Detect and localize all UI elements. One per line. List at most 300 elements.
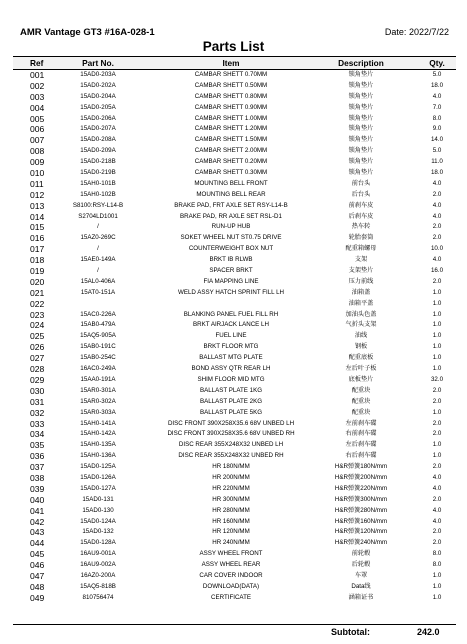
cell-description: 前轮毂 [351, 550, 371, 558]
cell-qty: 14.0 [430, 136, 444, 144]
cell-ref: 033 [30, 418, 45, 429]
table-row [13, 168, 456, 179]
cell-description: 钢板 [354, 343, 368, 351]
cell-ref: 040 [30, 494, 45, 505]
cell-qty: 1.0 [432, 365, 442, 373]
table-row [13, 462, 456, 473]
cell-item: MOUNTING BELL REAR [196, 190, 266, 198]
table-row [13, 517, 456, 528]
cell-description: H&R弹簧240N/mm [334, 539, 388, 547]
cell-part-no: S8100:RSY-L14-B [72, 201, 124, 209]
cell-item: DOWNLOAD(DATA) [202, 582, 260, 590]
column-header-part-no: Part No. [82, 58, 114, 68]
table-row [13, 310, 456, 321]
cell-part-no: 15AE0-149A [80, 256, 116, 264]
cell-description: 车罩 [354, 571, 368, 579]
table-row [13, 419, 456, 430]
cell-part-no: 15AA0-191A [80, 375, 116, 383]
cell-item: FIA MAPPING LINE [203, 277, 259, 285]
cell-qty: 4.0 [432, 212, 442, 220]
cell-ref: 008 [30, 146, 45, 157]
cell-qty: 1.0 [432, 571, 442, 579]
cell-ref: 014 [30, 211, 45, 222]
cell-description: 后轮毂 [351, 561, 371, 569]
cell-qty: 4.0 [432, 256, 442, 264]
cell-part-no: 15AR0-301A [80, 386, 116, 394]
cell-ref: 048 [30, 581, 45, 592]
cell-item: BALLAST MTG PLATE [199, 354, 263, 362]
table-row [13, 277, 456, 288]
cell-description: 锁角垫片 [348, 147, 374, 155]
page-title: Parts List [202, 39, 265, 54]
cell-qty: 2.0 [432, 539, 442, 547]
document-date [385, 27, 449, 37]
cell-ref: 047 [30, 570, 45, 581]
cell-part-no: 15AH0-136A [80, 452, 116, 460]
table-row [13, 233, 456, 244]
cell-ref: 024 [30, 320, 45, 331]
cell-description: 加油头色盖 [345, 310, 377, 318]
cell-ref: 039 [30, 483, 45, 494]
cell-item: COUNTERWEIGHT BOX NUT [188, 245, 274, 253]
cell-qty: 18.0 [430, 81, 444, 89]
cell-item: HR 300N/MM [212, 495, 250, 503]
cell-description: 轮胎套筒 [348, 234, 374, 242]
cell-part-no: 15AC0-226A [80, 310, 116, 318]
cell-qty: 18.0 [430, 169, 444, 177]
table-row [13, 103, 456, 114]
cell-item: HR 220N/MM [212, 484, 250, 492]
cell-part-no: 15AR0-302A [80, 397, 116, 405]
table-row [13, 440, 456, 451]
cell-description: Data线 [351, 582, 371, 590]
cell-description: 锁角垫片 [348, 125, 374, 133]
cell-qty: 1.0 [432, 288, 442, 296]
cell-ref: 022 [30, 298, 45, 309]
table-row [13, 124, 456, 135]
cell-part-no: 15AD0-207A [80, 125, 116, 133]
table-row [13, 179, 456, 190]
table-row [13, 201, 456, 212]
cell-item: ASSY WHEEL REAR [201, 561, 261, 569]
cell-description: 左后叶子板 [345, 365, 377, 373]
cell-item: SPACER BRKT [209, 267, 253, 275]
cell-ref: 016 [30, 233, 45, 244]
cell-ref: 042 [30, 516, 45, 527]
cell-description: 气折头支架 [345, 321, 377, 329]
cell-ref: 020 [30, 276, 45, 287]
cell-description: 热车转 [351, 223, 371, 231]
cell-ref: 017 [30, 244, 45, 255]
cell-qty: 11.0 [431, 158, 443, 166]
cell-part-no: 15AH0-141A [80, 419, 116, 427]
cell-description: 锁角垫片 [348, 81, 374, 89]
cell-qty: 2.0 [432, 277, 442, 285]
cell-description: 左后刹车碟 [345, 441, 377, 449]
cell-item: CAMBAR SHETT 1.50MM [194, 136, 268, 144]
table-row [13, 70, 456, 81]
cell-part-no: 15AR0-303A [80, 408, 116, 416]
cell-qty: 2.0 [432, 495, 442, 503]
table-row [13, 146, 456, 157]
cell-item: CAMBAR SHETT 0.70MM [194, 71, 268, 78]
cell-part-no: / [97, 267, 99, 275]
cell-part-no: 16AU9-002A [80, 561, 116, 569]
cell-item: CAMBAR SHETT 0.20MM [194, 158, 268, 166]
cell-qty: 4.0 [432, 484, 442, 492]
cell-description: 锁角垫片 [348, 158, 374, 166]
table-row [13, 81, 456, 92]
cell-part-no: 15AB0-479A [80, 321, 116, 329]
cell-qty: 2.0 [432, 223, 442, 231]
cell-qty: 1.0 [432, 332, 442, 340]
cell-ref: 010 [30, 168, 45, 179]
cell-part-no: 15AH0-101B [80, 179, 116, 187]
cell-ref: 028 [30, 364, 45, 375]
cell-item: HR 160N/MM [212, 517, 250, 525]
table-header [13, 57, 456, 69]
column-header-description: Description [338, 58, 384, 68]
table-row [13, 386, 456, 397]
cell-ref: 034 [30, 429, 45, 440]
cell-part-no: 15AB0-191C [80, 343, 116, 351]
cell-ref: 007 [30, 135, 45, 146]
cell-ref: 046 [30, 560, 45, 571]
cell-item: FUEL LINE [215, 332, 247, 340]
cell-description: 配重底板 [348, 354, 374, 362]
cell-part-no: 15AZ0-269C [80, 234, 116, 242]
cell-part-no: 15AD0-206A [80, 114, 116, 122]
cell-item: CAMBAR SHETT 1.00MM [194, 114, 268, 122]
cell-qty: 9.0 [432, 125, 442, 133]
cell-item: BOND ASSY QTR REAR LH [191, 365, 271, 373]
cell-part-no: 15AD0-132 [82, 528, 114, 536]
cell-qty: 4.0 [432, 201, 442, 209]
table-row [13, 299, 456, 310]
cell-qty: 2.0 [432, 430, 442, 438]
cell-description: 锁角垫片 [348, 71, 374, 78]
table-row [13, 429, 456, 440]
table-row [13, 157, 456, 168]
table-row [13, 571, 456, 582]
cell-item: ASSY WHEEL FRONT [199, 550, 263, 558]
cell-ref: 009 [30, 157, 45, 168]
cell-item: CAMBAR SHETT 0.30MM [194, 169, 268, 177]
cell-ref: 026 [30, 342, 45, 353]
cell-qty: 8.0 [432, 550, 442, 558]
cell-qty: 7.0 [432, 103, 442, 111]
cell-item: DISC REAR 355X248X32 UNBED RH [178, 452, 284, 460]
table-row [13, 408, 456, 419]
cell-part-no: 15AD0-203A [80, 71, 116, 78]
cell-ref: 011 [30, 178, 44, 189]
table-row [13, 331, 456, 342]
cell-part-no: 15AQ5-818B [80, 582, 116, 590]
cell-item: BLANKING PANEL FUEL FILL RH [183, 310, 279, 318]
table-row [13, 244, 456, 255]
cell-ref: 003 [30, 91, 45, 102]
cell-item: CAMBAR SHETT 1.20MM [194, 125, 268, 133]
cell-item: BALLAST PLATE 2KG [199, 397, 263, 405]
cell-ref: 038 [30, 472, 45, 483]
cell-part-no: 15AQ5-905A [80, 332, 116, 340]
cell-item: DISC FRONT 390X258X35.6 68V UNBED LH [167, 419, 295, 427]
date-label: Date: [384, 27, 407, 37]
cell-qty: 1.0 [432, 299, 442, 307]
cell-part-no: 15AD0-130 [82, 506, 114, 514]
cell-description: 油箱盖 [351, 288, 371, 296]
table-row [13, 266, 456, 277]
table-row [13, 92, 456, 103]
cell-qty: 1.0 [432, 452, 442, 460]
cell-part-no: 15AD0-124A [80, 517, 116, 525]
cell-description: 锁角垫片 [348, 136, 374, 144]
cell-item: HR 280N/MM [212, 506, 250, 514]
cell-description: 后台头 [351, 190, 371, 198]
subtotal-value: 242.0 [417, 627, 440, 637]
cell-item: HR 240N/MM [212, 539, 250, 547]
cell-ref: 025 [30, 331, 45, 342]
cell-ref: 041 [30, 505, 45, 516]
cell-part-no: 16AU9-001A [80, 550, 116, 558]
cell-item: BRKT IB RLWB [209, 256, 253, 264]
table-row [13, 506, 456, 517]
cell-qty: 8.0 [432, 561, 442, 569]
cell-ref: 023 [30, 309, 45, 320]
parts-table-body [13, 70, 456, 604]
cell-ref: 037 [30, 462, 45, 473]
cell-qty: 1.0 [432, 593, 442, 601]
cell-part-no: 15AD0-219B [80, 169, 116, 177]
cell-description: 油箱平盖 [348, 299, 374, 307]
cell-part-no: 15AH0-102B [80, 190, 116, 198]
cell-qty: 4.0 [432, 92, 442, 100]
cell-ref: 043 [30, 527, 45, 538]
subtotal-label: Subtotal: [331, 627, 370, 637]
cell-qty: 2.0 [432, 528, 442, 536]
table-row [13, 582, 456, 593]
cell-item: CAMBAR SHETT 2.00MM [194, 147, 268, 155]
cell-description: 配重块 [351, 408, 371, 416]
cell-description: H&R弹簧300N/mm [334, 495, 388, 503]
cell-item: HR 120N/MM [212, 528, 250, 536]
cell-ref: 021 [30, 287, 45, 298]
cell-ref: 027 [30, 353, 45, 364]
cell-qty: 2.0 [432, 463, 442, 471]
cell-part-no: 15AD0-125A [80, 463, 116, 471]
cell-part-no: 15AD0-126A [80, 473, 116, 481]
table-row [13, 495, 456, 506]
cell-description: 支架垫片 [348, 267, 374, 275]
cell-description: 配重块 [351, 397, 371, 405]
cell-description: 左前刹车碟 [345, 419, 377, 427]
cell-description: 前刹车皮 [348, 201, 374, 209]
column-header-qty: Qty. [429, 58, 445, 68]
cell-part-no: 15AD0-202A [80, 81, 116, 89]
cell-ref: 032 [30, 407, 45, 418]
cell-description: 锁角垫片 [348, 114, 374, 122]
cell-ref: 035 [30, 440, 45, 451]
table-row [13, 353, 456, 364]
cell-ref: 002 [30, 80, 45, 91]
table-row [13, 212, 456, 223]
cell-description: 后刹车皮 [348, 212, 374, 220]
cell-description: 锁角垫片 [348, 103, 374, 111]
cell-item: CAMBAR SHETT 0.50MM [194, 81, 268, 89]
date-value: 2022/7/22 [408, 27, 449, 37]
cell-item: RUN-UP HUB [211, 223, 251, 231]
cell-ref: 044 [30, 538, 45, 549]
cell-qty: 4.0 [432, 179, 442, 187]
cell-qty: 4.0 [432, 517, 442, 525]
table-row [13, 114, 456, 125]
cell-qty: 1.0 [432, 310, 442, 318]
cell-description: H&R弹簧180N/mm [334, 463, 388, 471]
cell-description: 涵箱证书 [348, 593, 374, 601]
cell-item: HR 200N/MM [212, 473, 250, 481]
cell-qty: 1.0 [432, 354, 442, 362]
cell-qty: 4.0 [432, 506, 442, 514]
table-row [13, 375, 456, 386]
cell-ref: 006 [30, 124, 45, 135]
cell-description: 压力前线 [348, 277, 374, 285]
cell-item: WELD ASSY HATCH SPRINT FILL LH [177, 288, 285, 296]
cell-part-no: 15AD0-218B [80, 158, 116, 166]
cell-ref: 049 [30, 592, 45, 603]
cell-description: 配重箱螺母 [345, 245, 377, 253]
cell-item: BRKT FLOOR MTG [203, 343, 259, 351]
cell-qty: 1.0 [432, 582, 442, 590]
table-row [13, 364, 456, 375]
cell-part-no: 810756474 [82, 593, 114, 601]
cell-ref: 001 [30, 70, 45, 80]
table-row [13, 473, 456, 484]
cell-part-no: 15AD0-128A [80, 539, 116, 547]
cell-part-no: / [97, 245, 99, 253]
cell-ref: 015 [30, 222, 45, 233]
table-row [13, 320, 456, 331]
cell-part-no: 15AT0-151A [80, 288, 116, 296]
cell-part-no: S2704LD1001 [78, 212, 118, 220]
cell-qty: 32.0 [430, 375, 444, 383]
cell-ref: 005 [30, 113, 45, 124]
cell-item: DISC REAR 355X248X32 UNBED LH [178, 441, 284, 449]
cell-part-no: 15AD0-209A [80, 147, 116, 155]
cell-item: SOKET WHEEL NUT ST0.75 DRIVE [180, 234, 282, 242]
cell-qty: 1.0 [432, 321, 442, 329]
cell-item: BRKT AIRJACK LANCE LH [193, 321, 269, 329]
cell-part-no: / [97, 223, 99, 231]
cell-item: CAMBAR SHETT 0.90MM [194, 103, 268, 111]
cell-ref: 019 [30, 266, 45, 277]
cell-description: 油线 [354, 332, 368, 340]
cell-description: 右前刹车碟 [345, 430, 377, 438]
table-row [13, 593, 456, 604]
cell-qty: 4.0 [432, 473, 442, 481]
table-row [13, 288, 456, 299]
cell-qty: 2.0 [432, 397, 442, 405]
table-row [13, 397, 456, 408]
cell-ref: 012 [30, 189, 45, 200]
cell-ref: 013 [30, 200, 45, 211]
cell-part-no: 15AD0-208A [80, 136, 116, 144]
cell-qty: 5.0 [432, 147, 442, 155]
column-header-item: Item [222, 58, 240, 68]
cell-part-no: 15AD0-204A [80, 92, 116, 100]
cell-qty: 2.0 [432, 190, 442, 198]
cell-item: BRAKE PAD, FRT AXLE SET RSY-L14-B [174, 201, 288, 209]
cell-qty: 1.0 [432, 441, 442, 449]
cell-part-no: 15AH0-135A [80, 441, 116, 449]
cell-ref: 018 [30, 255, 45, 266]
table-row [13, 527, 456, 538]
cell-description: H&R弹簧120N/mm [334, 528, 388, 536]
cell-part-no: 15AD0-127A [80, 484, 116, 492]
cell-qty: 1.0 [432, 408, 442, 416]
cell-description: 锁角垫片 [348, 169, 374, 177]
cell-description: H&R弹簧220N/mm [334, 484, 388, 492]
cell-qty: 2.0 [432, 234, 442, 242]
cell-ref: 004 [30, 102, 45, 113]
cell-part-no: 15AD0-205A [80, 103, 116, 111]
table-row [13, 342, 456, 353]
cell-part-no: 15AB0-254C [80, 354, 116, 362]
cell-description: 锁角垫片 [348, 92, 374, 100]
cell-item: BALLAST PLATE 5KG [199, 408, 263, 416]
table-row [13, 484, 456, 495]
cell-item: BRAKE PAD, RR AXLE SET RSL-D1 [180, 212, 282, 220]
cell-part-no: 16AC0-249A [80, 365, 116, 373]
column-header-ref: Ref [30, 58, 44, 68]
cell-qty: 1.0 [432, 343, 442, 351]
cell-item: BALLAST PLATE 1KG [199, 386, 263, 394]
cell-description: H&R弹簧280N/mm [334, 506, 388, 514]
table-row [13, 451, 456, 462]
table-row [13, 538, 456, 549]
cell-qty: 5.0 [432, 71, 442, 78]
cell-item: CAMBAR SHETT 0.80MM [194, 92, 268, 100]
cell-ref: 029 [30, 374, 45, 385]
table-row [13, 135, 456, 146]
cell-description: 前台头 [351, 179, 371, 187]
cell-ref: 031 [30, 396, 45, 407]
table-row [13, 222, 456, 233]
table-row [13, 549, 456, 560]
vehicle-title: AMR Vantage GT3 #16A-028-1 [20, 27, 155, 38]
cell-description: 底板垫片 [348, 375, 374, 383]
cell-qty: 10.0 [430, 245, 444, 253]
table-row [13, 560, 456, 571]
cell-item: CERTIFICATE [211, 593, 251, 601]
cell-qty: 16.0 [430, 267, 444, 275]
cell-item: MOUNTING BELL FRONT [194, 179, 268, 187]
cell-qty: 8.0 [432, 114, 442, 122]
cell-item: SHIM FLOOR MID MTG [197, 375, 265, 383]
cell-part-no: 15AH0-142A [80, 430, 116, 438]
table-row [13, 255, 456, 266]
cell-description: 配重块 [351, 386, 371, 394]
cell-qty: 2.0 [432, 419, 442, 427]
table-bottom-rule [13, 624, 456, 625]
cell-description: 右后刹车碟 [345, 452, 377, 460]
cell-part-no: 15AL0-406A [80, 277, 116, 285]
cell-item: DISC FRONT 390X258X35.6 68V UNBED RH [167, 430, 295, 438]
cell-item: CAR COVER INDOOR [199, 571, 263, 579]
table-row [13, 190, 456, 201]
cell-part-no: 15AD0-131 [82, 495, 114, 503]
cell-description: H&R弹簧200N/mm [334, 473, 388, 481]
cell-ref: 036 [30, 451, 45, 462]
